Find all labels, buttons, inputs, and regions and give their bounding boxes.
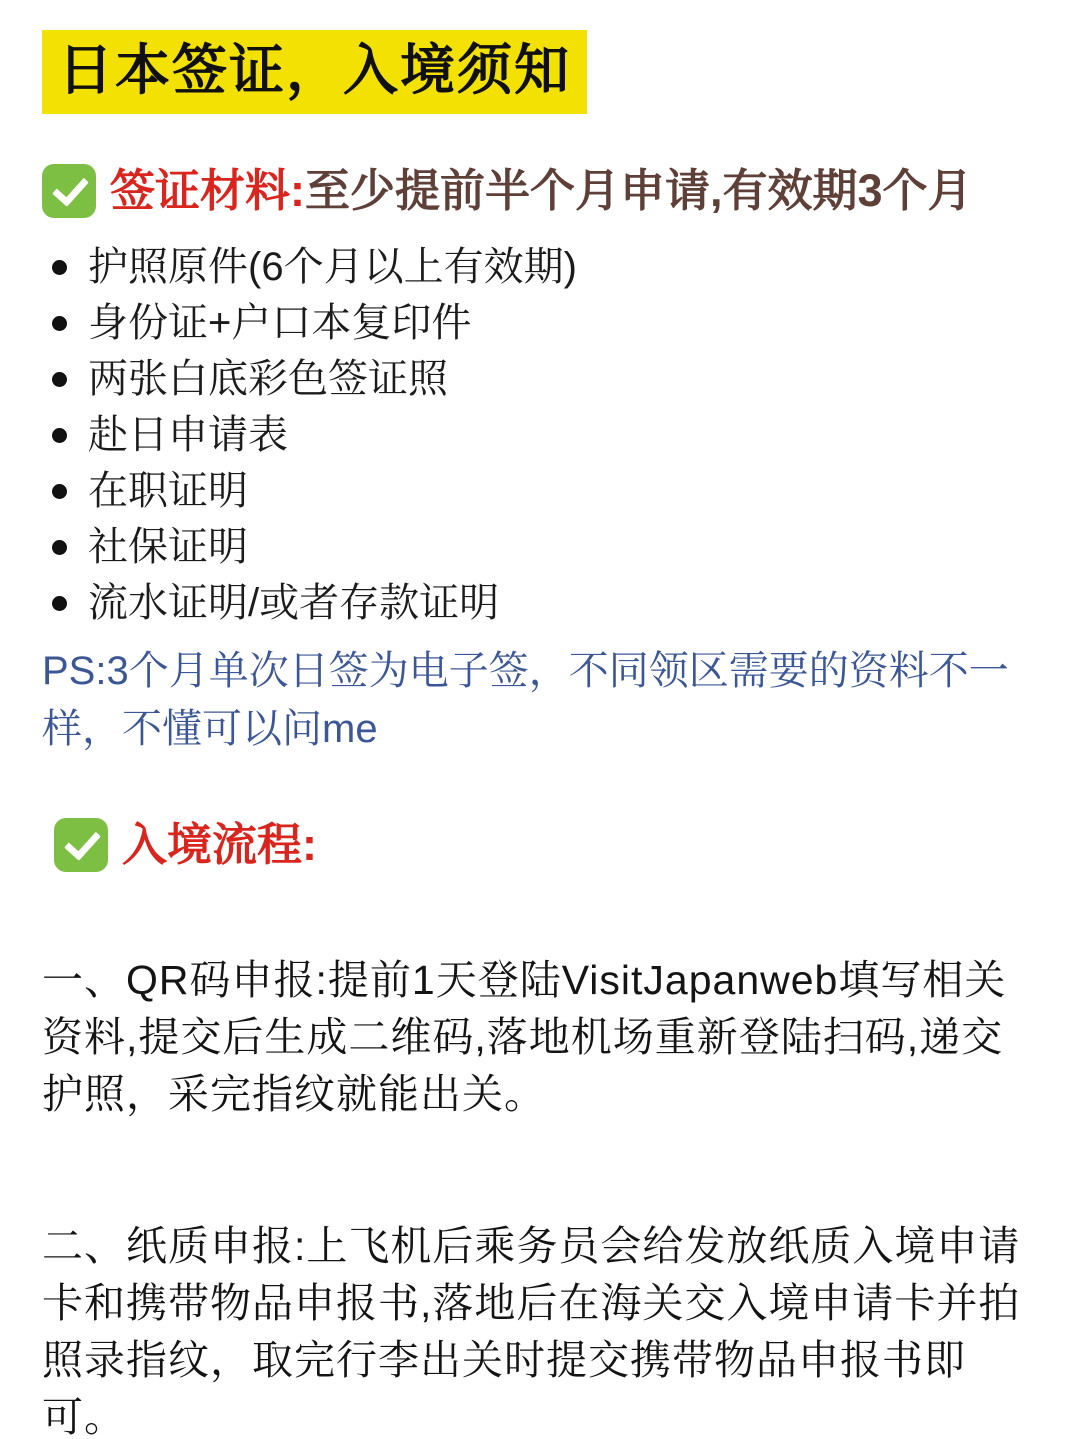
entry-process-heading-label: 入境流程:: [122, 818, 317, 870]
list-item: 社保证明: [42, 526, 1040, 568]
visa-materials-heading-label: 签证材料:: [110, 164, 305, 216]
visa-materials-list: [42, 246, 1040, 624]
list-item: 两张白底彩色签证照: [42, 358, 1040, 400]
entry-paragraph-paper: 二、纸质申报:上飞机后乘务员会给发放纸质入境申请卡和携带物品申报书,落地后在海关交入境申请卡并拍照录指纹，取完行李出关时提交携带物品申报书即可。: [42, 1222, 1021, 1439]
page-title: 日本签证，入境须知: [42, 30, 587, 114]
list-item: 赴日申请表: [42, 414, 1040, 456]
list-item: 在职证明: [42, 470, 1040, 512]
section-heading-entry-process: [54, 818, 1040, 872]
green-check-icon: [54, 818, 108, 872]
visa-materials-heading-note: 至少提前半个月申请,有效期3个月: [305, 164, 973, 216]
green-check-icon: [42, 164, 96, 218]
list-item: 护照原件(6个月以上有效期): [42, 246, 1040, 288]
section-heading-visa-materials: [42, 164, 1040, 218]
ps-note: PS:3个月单次日签为电子签，不同领区需要的资料不一样，不懂可以问me: [42, 648, 1009, 751]
visa-materials-heading: [110, 164, 973, 218]
entry-paragraph-qr: 一、QR码申报:提前1天登陆VisitJapanweb填写相关资料,提交后生成二维码,落地机场重新登陆扫码,递交护照，采完指纹就能出关。: [42, 956, 1007, 1117]
list-item: 身份证+户口本复印件: [42, 302, 1040, 344]
list-item: 流水证明/或者存款证明: [42, 582, 1040, 624]
